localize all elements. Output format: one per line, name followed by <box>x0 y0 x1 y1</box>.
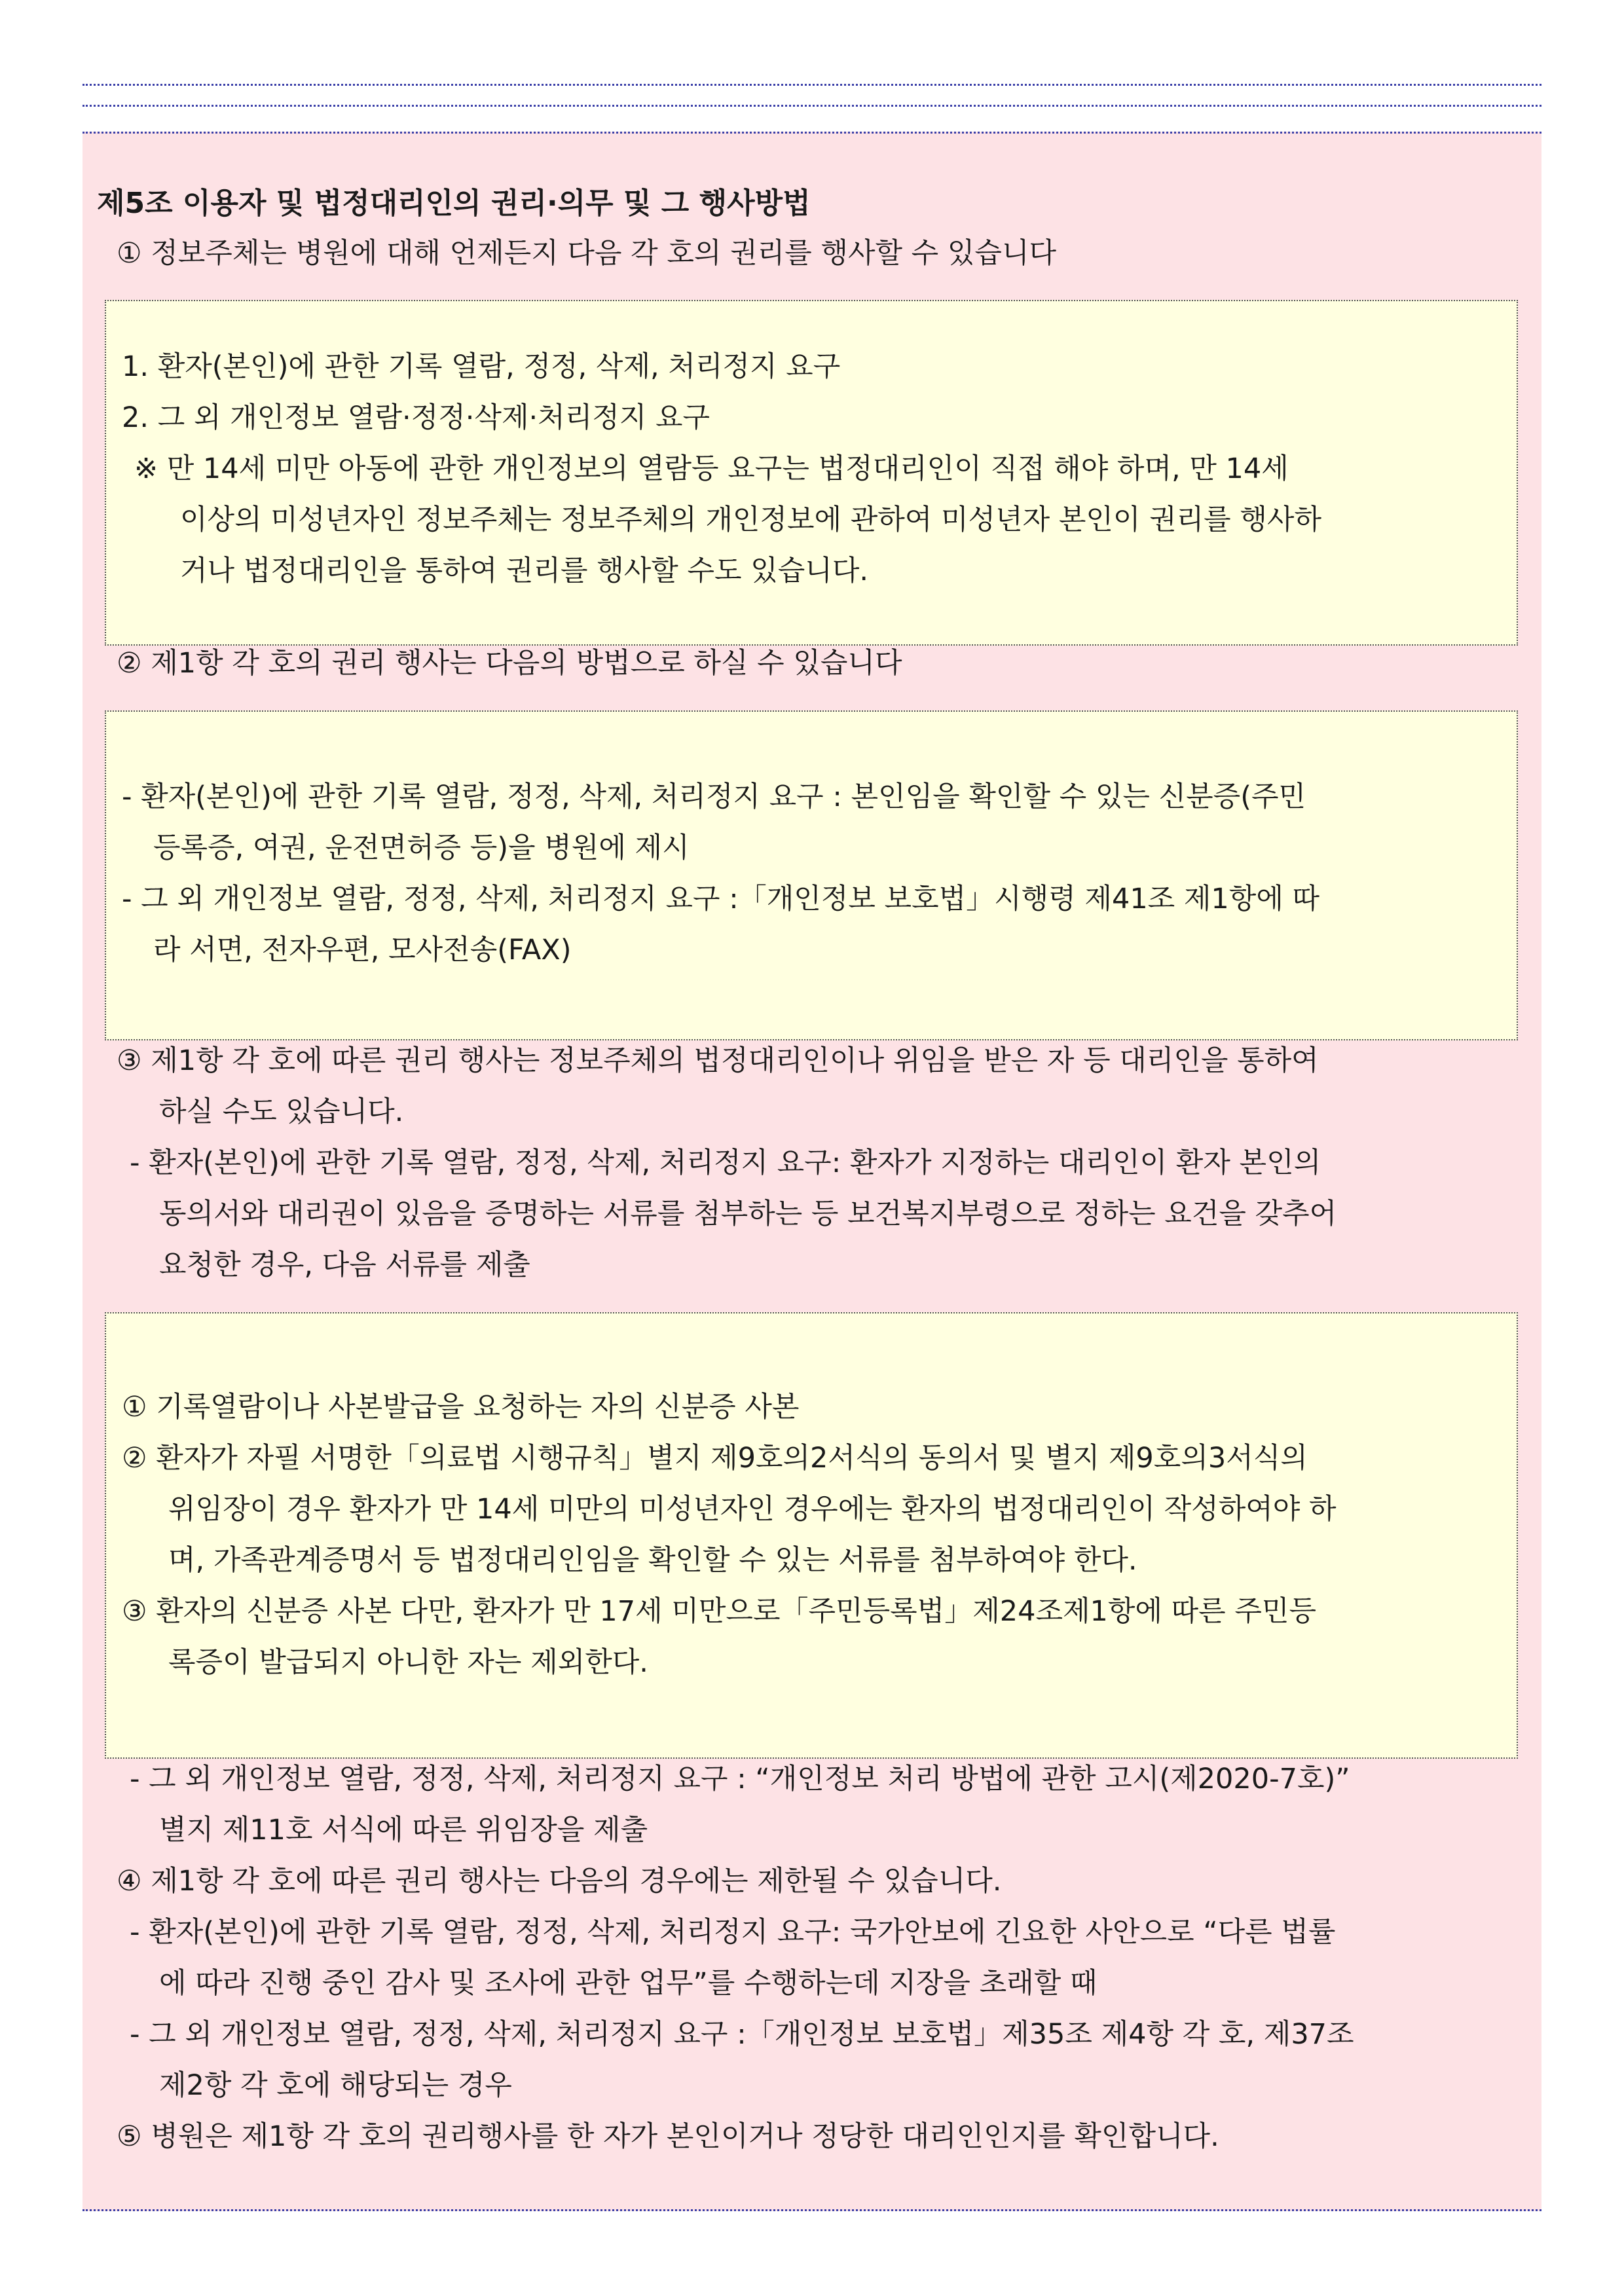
documents-box <box>105 1312 1518 1759</box>
documents-box-line-2: ② 환자가 자필 서명한「의료법 시행규칙」별지 제9호의2서식의 동의서 및 별지 제9호의3서식의 <box>122 1442 1308 1475</box>
documents-box-line-1: ① 기록열람이나 사본발급을 요청하는 자의 신분증 사본 <box>122 1391 800 1423</box>
documents-box-line-3: 위임장이 경우 환자가 만 14세 미만의 미성년자인 경우에는 환자의 법정대리인이 작성하여야 하 <box>168 1493 1337 1526</box>
methods-box-line-1: - 환자(본인)에 관한 기록 열람, 정정, 삭제, 처리정지 요구 : 본인임을 확인할 수 있는 신분증(주민 <box>122 780 1306 813</box>
rights-box-line-1: 1. 환자(본인)에 관한 기록 열람, 정정, 삭제, 처리정지 요구 <box>122 350 841 383</box>
item-4-line-4: - 그 외 개인정보 열람, 정정, 삭제, 처리정지 요구 :「개인정보 보호법」제35조 제4항 각 호, 제37조 <box>130 2018 1354 2051</box>
item-3-line-3: - 환자(본인)에 관한 기록 열람, 정정, 삭제, 처리정지 요구: 환자가 지정하는 대리인이 환자 본인의 <box>130 1147 1321 1179</box>
item-3-line-4: 동의서와 대리권이 있음을 증명하는 서류를 첨부하는 등 보건복지부령으로 정하는 요건을 갖추어 <box>159 1198 1337 1230</box>
article-heading: 제5조 이용자 및 법정대리인의 권리·의무 및 그 행사방법 <box>97 187 811 220</box>
documents-box-line-6: 록증이 발급되지 아니한 자는 제외한다. <box>168 1646 648 1679</box>
documents-box-line-4: 며, 가족관계증명서 등 법정대리인임을 확인할 수 있는 서류를 첨부하여야 한다. <box>168 1544 1137 1577</box>
methods-box-line-2: 등록증, 여권, 운전면허증 등)을 병원에 제시 <box>153 832 690 864</box>
item-5-text: ⑤ 병원은 제1항 각 호의 권리행사를 한 자가 본인이거나 정당한 대리인인지를 확인합니다. <box>117 2120 1219 2153</box>
item-3-line-2: 하실 수도 있습니다. <box>159 1095 404 1128</box>
rights-box-line-5: 거나 법정대리인을 통하여 권리를 행사할 수도 있습니다. <box>180 555 869 587</box>
documents-box-line-5: ③ 환자의 신분증 사본 다만, 환자가 만 17세 미만으로「주민등록법」제24조제1항에 따른 주민등 <box>122 1595 1316 1628</box>
item-4-line-5: 제2항 각 호에 해당되는 경우 <box>159 2069 512 2102</box>
other-info-line-2: 별지 제11호 서식에 따른 위임장을 제출 <box>159 1814 648 1846</box>
item-2-text: ② 제1항 각 호의 권리 행사는 다음의 방법으로 하실 수 있습니다 <box>117 647 902 680</box>
item-1-text: ① 정보주체는 병원에 대해 언제든지 다음 각 호의 권리를 행사할 수 있습니다 <box>117 237 1057 270</box>
top-divider-1 <box>83 84 1541 86</box>
other-info-line-1: - 그 외 개인정보 열람, 정정, 삭제, 처리정지 요구 : “개인정보 처리 방법에 관한 고시(제2020-7호)” <box>130 1763 1350 1795</box>
item-3-line-1: ③ 제1항 각 호에 따른 권리 행사는 정보주체의 법정대리인이나 위임을 받은 자 등 대리인을 통하여 <box>117 1044 1319 1077</box>
methods-box-line-3: - 그 외 개인정보 열람, 정정, 삭제, 처리정지 요구 :「개인정보 보호법」시행령 제41조 제1항에 따 <box>122 883 1320 915</box>
methods-box <box>105 710 1518 1040</box>
item-4-line-1: ④ 제1항 각 호에 따른 권리 행사는 다음의 경우에는 제한될 수 있습니다. <box>117 1865 1002 1898</box>
rights-box-line-4: 이상의 미성년자인 정보주체는 정보주체의 개인정보에 관하여 미성년자 본인이 권리를 행사하 <box>180 504 1321 536</box>
top-divider-2 <box>83 105 1541 107</box>
methods-box-line-4: 라 서면, 전자우편, 모사전송(FAX) <box>153 934 572 966</box>
rights-box-line-2: 2. 그 외 개인정보 열람·정정·삭제·처리정지 요구 <box>122 401 710 434</box>
rights-box-line-3: ※ 만 14세 미만 아동에 관한 개인정보의 열람등 요구는 법정대리인이 직접 해야 하며, 만 14세 <box>134 452 1289 485</box>
item-4-line-2: - 환자(본인)에 관한 기록 열람, 정정, 삭제, 처리정지 요구: 국가안보에 긴요한 사안으로 “다른 법률 <box>130 1916 1336 1949</box>
item-3-line-5: 요청한 경우, 다음 서류를 제출 <box>159 1249 530 1281</box>
item-4-line-3: 에 따라 진행 중인 감사 및 조사에 관한 업무”를 수행하는데 지장을 초래할 때 <box>159 1967 1098 2000</box>
